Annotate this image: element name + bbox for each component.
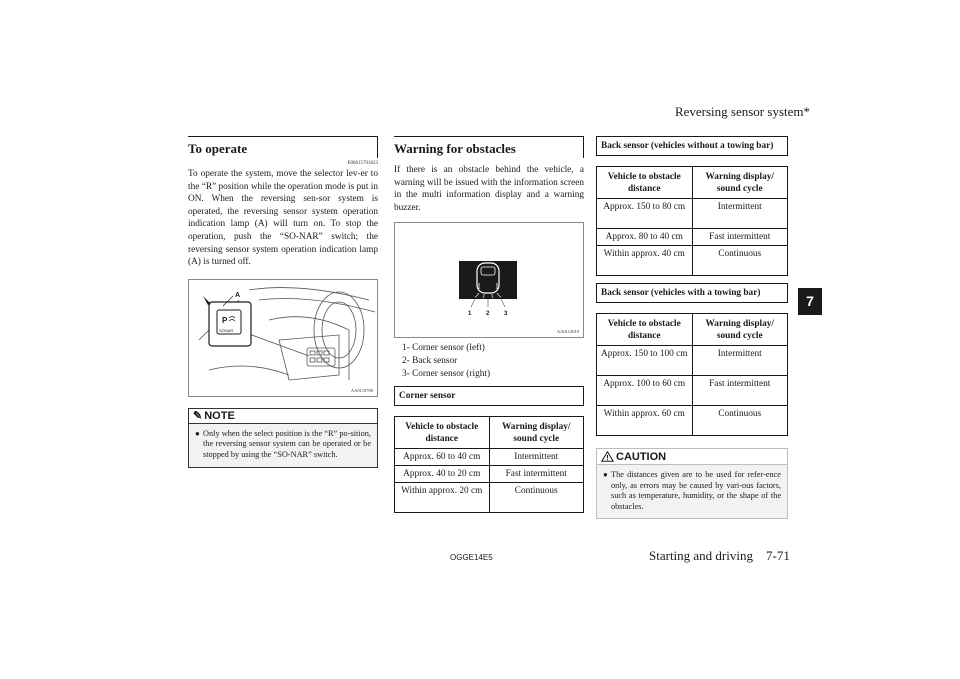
- table-row: [395, 449, 584, 466]
- sensor-display-illustration: [395, 223, 583, 337]
- cell-distance: Approx. 80 to 40 cm: [597, 229, 693, 246]
- table-header-row: [597, 167, 788, 199]
- corner-sensor-title: Corner sensor: [394, 386, 584, 406]
- back-sensor-towbar-table: [596, 313, 788, 436]
- cell-warning: Continuous: [489, 483, 584, 513]
- paragraph-to-operate: To operate the system, move the selector lev-er to the “R” position while the operation mode is put in ON. When the reversing sen-sor system is operated, the reversing sensor system operation indication lamp (A) will turn on. To stop the operation, push the “SO-NAR” switch; the reversing sensor system operation indication lamp (A) is turned off.: [188, 169, 378, 268]
- legend-item: 3- Corner sensor (right): [402, 368, 491, 379]
- sonar-switch-label: SONAR: [219, 327, 234, 333]
- cell-distance: Within approx. 40 cm: [597, 246, 693, 276]
- pencil-icon: ✎: [193, 410, 203, 423]
- note-text: Only when the select position is the “R” po-sition, the reversing sensor system can be operated or be stopped by using the “SO-NAR” switch.: [203, 428, 371, 459]
- document-id: E00615701823: [347, 161, 378, 166]
- header-distance: Vehicle to obstacle distance: [597, 167, 693, 199]
- corner-sensor-table: [394, 416, 584, 513]
- table-row: [597, 346, 788, 376]
- cell-warning: Continuous: [692, 406, 788, 436]
- cell-distance: Within approx. 20 cm: [395, 483, 490, 513]
- paragraph-warning: If there is an obstacle behind the vehicle, a warning will be issued with the information screen in the multi information display and a warning buzzer.: [394, 165, 584, 213]
- running-header: Reversing sensor system*: [674, 104, 810, 119]
- caution-header: [597, 449, 787, 465]
- chapter-tab: 7: [798, 288, 822, 315]
- back-sensor-no-towbar-title: Back sensor (vehicles without a towing bar): [596, 136, 788, 156]
- bullet-icon: ●: [195, 428, 200, 438]
- figure-code: AA0110780: [350, 387, 373, 393]
- header-distance: Vehicle to obstacle distance: [395, 417, 490, 449]
- cell-warning: Intermittent: [489, 449, 584, 466]
- caution-box: [596, 448, 788, 519]
- figure-legend: [394, 342, 584, 380]
- table-header-row: [597, 314, 788, 346]
- table-row: [597, 376, 788, 406]
- cell-distance: Approx. 150 to 100 cm: [597, 346, 693, 376]
- cell-warning: Fast intermittent: [692, 376, 788, 406]
- cell-warning: Fast intermittent: [489, 466, 584, 483]
- caution-item: [597, 465, 787, 518]
- callout-2: 2: [486, 311, 490, 318]
- callout-3: 3: [504, 311, 508, 318]
- header-warning: Warning display/ sound cycle: [692, 314, 788, 346]
- column-warning: [394, 136, 584, 513]
- warning-triangle-icon: [601, 451, 614, 462]
- cell-distance: Approx. 150 to 80 cm: [597, 199, 693, 229]
- table-header-row: [395, 417, 584, 449]
- caution-text: The distances given are to be used for refer-ence only, as errors may be caused by vari-ous factors, such as temperature, humidity, or the shape of the obstacles.: [611, 470, 781, 511]
- page-number: 7-71: [766, 548, 790, 563]
- table-row: [597, 246, 788, 276]
- header-warning: Warning display/ sound cycle: [489, 417, 584, 449]
- column-back-sensor: [596, 136, 788, 519]
- note-item: [189, 424, 377, 467]
- header-warning: Warning display/ sound cycle: [692, 167, 788, 199]
- cell-warning: Intermittent: [692, 346, 788, 376]
- note-heading: NOTE: [204, 409, 235, 422]
- figure-code: AA0112019: [556, 329, 579, 335]
- cell-warning: Intermittent: [692, 199, 788, 229]
- cell-distance: Approx. 100 to 60 cm: [597, 376, 693, 406]
- back-sensor-no-towbar-table: [596, 166, 788, 276]
- column-to-operate: [188, 136, 378, 468]
- caution-heading: CAUTION: [616, 450, 667, 463]
- dashboard-illustration: [189, 280, 377, 396]
- table-row: [597, 229, 788, 246]
- cell-warning: Continuous: [692, 246, 788, 276]
- back-sensor-towbar-title: Back sensor (vehicles with a towing bar): [596, 283, 788, 303]
- table-row: [395, 483, 584, 513]
- header-distance: Vehicle to obstacle distance: [597, 314, 693, 346]
- callout-a: A: [235, 291, 241, 299]
- legend-item: 2- Back sensor: [402, 355, 458, 366]
- table-row: [597, 406, 788, 436]
- callout-1: 1: [468, 311, 472, 318]
- footer-section: Starting and driving: [649, 548, 753, 563]
- cell-distance: Approx. 40 to 20 cm: [395, 466, 490, 483]
- note-box: [188, 408, 378, 468]
- svg-text:P: P: [222, 315, 228, 325]
- dashboard-switch-figure: [188, 279, 378, 397]
- legend-item: 1- Corner sensor (left): [402, 343, 485, 354]
- section-title-warning: Warning for obstacles: [394, 136, 584, 158]
- cell-distance: Within approx. 60 cm: [597, 406, 693, 436]
- table-row: [395, 466, 584, 483]
- section-title-to-operate: To operate: [188, 136, 378, 158]
- sensor-display-figure: [394, 222, 584, 338]
- cell-distance: Approx. 60 to 40 cm: [395, 449, 490, 466]
- footer-code: OGGE14E5: [450, 553, 493, 562]
- note-header: [189, 409, 377, 424]
- bullet-icon: ●: [603, 470, 608, 479]
- table-row: [597, 199, 788, 229]
- cell-warning: Fast intermittent: [692, 229, 788, 246]
